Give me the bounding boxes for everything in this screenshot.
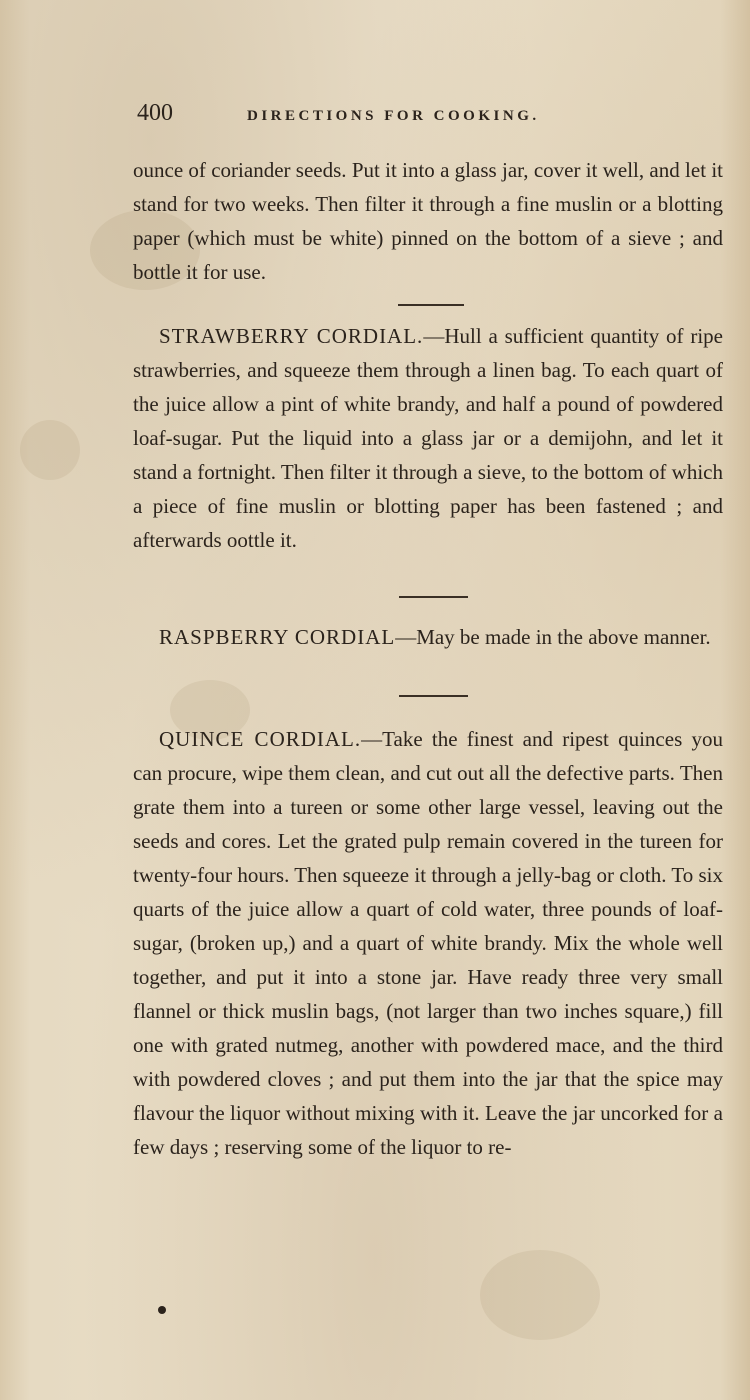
recipe-heading: QUINCE CORDIAL. (159, 727, 362, 751)
section-rule (399, 596, 468, 598)
paragraph-continuation: ounce of coriander seeds. Put it into a glass jar, cover it well, and let it stand for two weeks. Then filter it through a fine muslin or a blotting paper (which must be white) pinned on the bottom of a sieve ; and bottle it for use. (133, 158, 723, 284)
page-stain (20, 420, 80, 480)
paragraph-strawberry-cordial (133, 319, 723, 557)
section-rule (398, 304, 464, 306)
paragraph-raspberry-cordial (133, 620, 723, 654)
page-stain (480, 1250, 600, 1340)
ink-spot (158, 1306, 166, 1314)
recipe-heading: STRAWBERRY CORDIAL. (159, 324, 424, 348)
recipe-heading: RASPBERRY CORDIAL (159, 625, 396, 649)
running-head (137, 100, 617, 130)
recipe-body: —May be made in the above manner. (395, 625, 711, 649)
recipe-body: —Hull a sufficient quantity of ripe strawberries, and squeeze them through a linen bag. To each quart of the juice allow a pint of white brandy, and half a pound of powdered loaf-sugar. Put the liquid into a glass jar or a demijohn, and let it stand a fortnight. Then filter it through a sieve, to the bottom of which a piece of fine muslin or blotting paper has been fastened ; and afterwards oottle it. (133, 324, 723, 552)
running-title: DIRECTIONS FOR COOKING. (247, 108, 540, 124)
section-rule (399, 695, 468, 697)
page-number: 400 (137, 100, 173, 126)
recipe-body: —Take the finest and ripest quinces you can procure, wipe them clean, and cut out all the defective parts. Then grate them into a tureen or some other large vessel, leaving out the seeds and cores. Let the grated pulp remain covered in the tureen for twenty-four hours. Then squeeze it through a jelly-bag or cloth. To six quarts of the juice allow a quart of cold water, three pounds of loaf-sugar, (broken up,) and a quart of white brandy. Mix the whole well together, and put it into a stone jar. Have ready three very small flannel or thick muslin bags, (not larger than two inches square,) fill one with grated nutmeg, another with powdered mace, and the third with powdered cloves ; and put them into the jar that the spice may flavour the liquor without mixing with it. Leave the jar uncorked for a few days ; reserving some of the liquor to re- (133, 727, 723, 1159)
paragraph-quince-cordial (133, 722, 723, 1164)
